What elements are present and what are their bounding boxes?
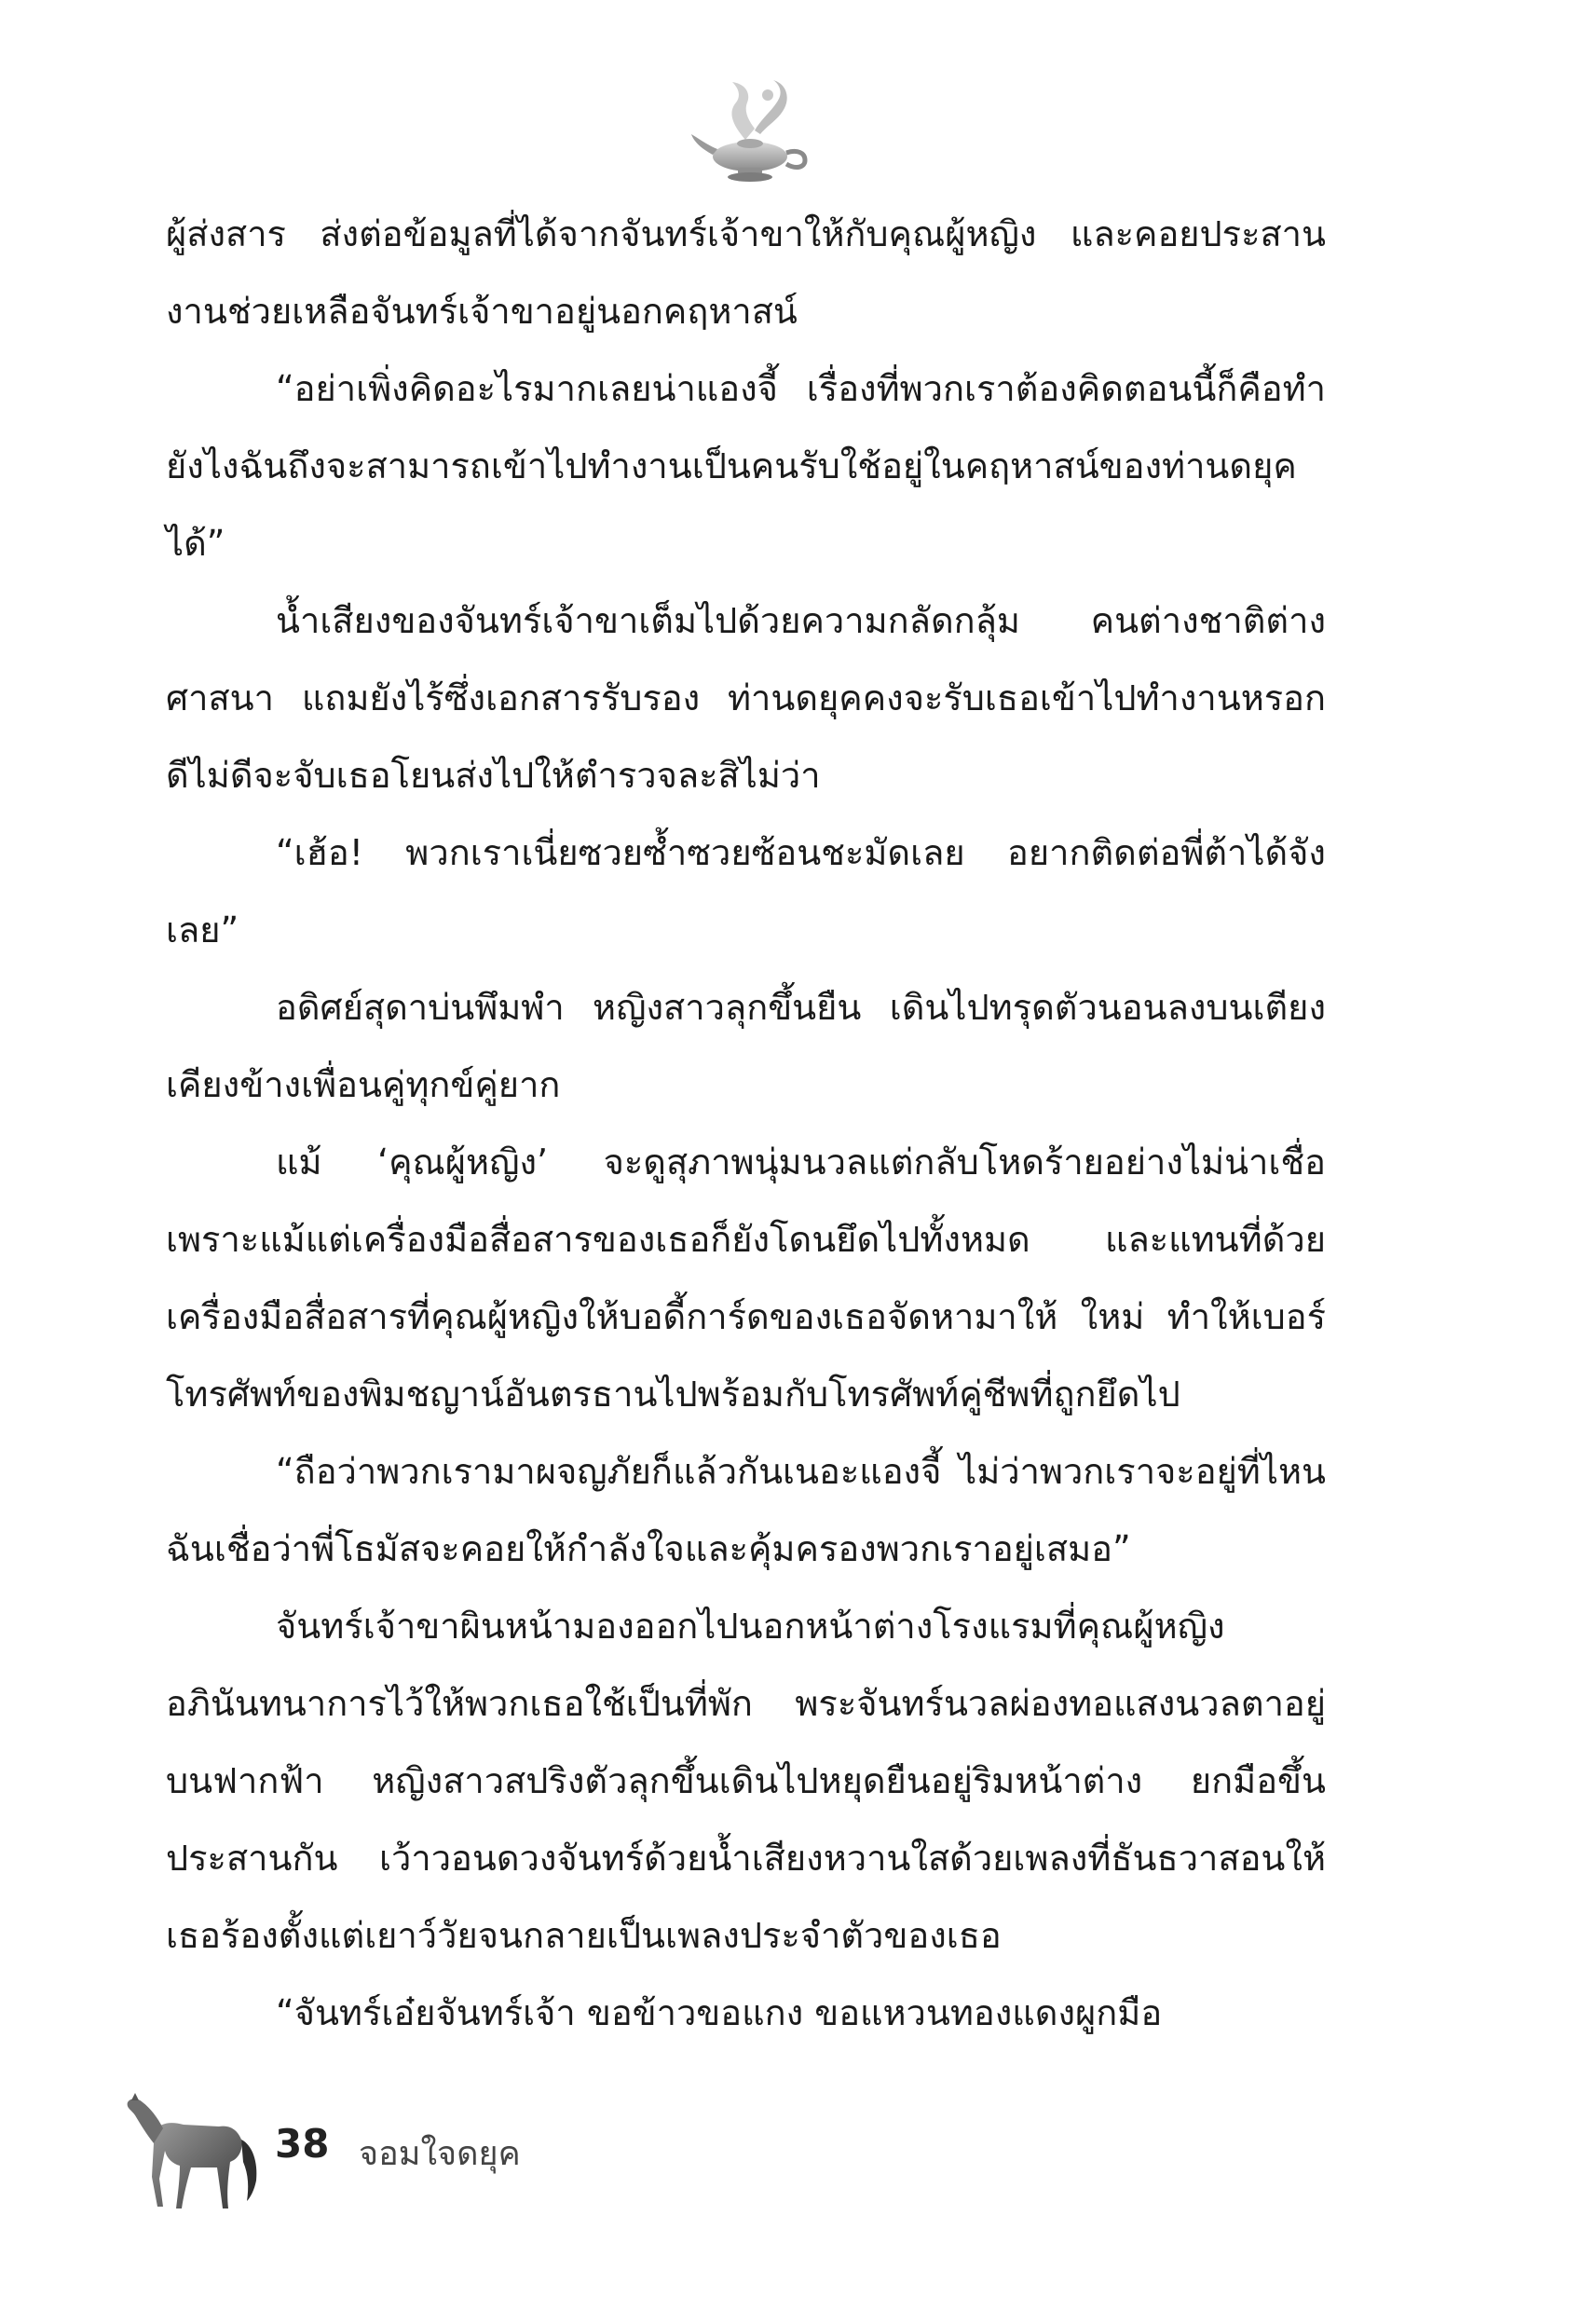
paragraph-2: “อย่าเพิ่งคิดอะไรมากเลยน่าแองจี้ เรื่องที่พวกเราต้องคิดตอนนี้ก็คือทำยังไงฉันถึงจะสามารถเข้าไปทำงานเป็นคนรับใช้อยู่ในคฤหาสน์ของท่านดยุคได้” bbox=[166, 368, 1326, 564]
paragraph-4: “เฮ้อ! พวกเราเนี่ยซวยซ้ำซวยซ้อนชะมัดเลย อยากติดต่อพี่ต้าได้จังเลย” bbox=[166, 832, 1326, 950]
book-title: จอมใจดยุค bbox=[359, 2135, 521, 2173]
page-footer bbox=[126, 2087, 685, 2218]
paragraph-5: อดิศย์สุดาบ่นพึมพำ หญิงสาวลุกขึ้นยืน เดินไปทรุดตัวนอนลงบนเตียงเคียงข้างเพื่อนคู่ทุกข์คู่ยาก bbox=[166, 987, 1326, 1105]
page-number: 38 bbox=[275, 2121, 330, 2167]
paragraph-7: “ถือว่าพวกเรามาผจญภัยก็แล้วกันเนอะแองจี้ ไม่ว่าพวกเราจะอยู่ที่ไหน ฉันเชื่อว่าพี่โธมัสจะคอยให้กำลังใจและคุ้มครองพวกเราอยู่เสมอ” bbox=[166, 1451, 1326, 1569]
paragraph-6: แม้ ‘คุณผู้หญิง’ จะดูสุภาพนุ่มนวลแต่กลับโหดร้ายอย่างไม่น่าเชื่อ เพราะแม้แต่เครื่องมือสื่อสารของเธอก็ยังโดนยึดไปทั้งหมด และแทนที่ด้วยเครื่องมือสื่อสารที่คุณผู้หญิงให้บอดี้การ์ดของเธอจัดหามาให้ ใหม่ ทำให้เบอร์โทรศัพท์ของพิมชญาน์อันตรธานไปพร้อมกับโทรศัพท์คู่ชีพที่ถูกยึดไป bbox=[166, 1142, 1326, 1415]
paragraph-9: “จันทร์เอ๋ยจันทร์เจ้า ขอข้าวขอแกง ขอแหวนทองแดงผูกมือ bbox=[276, 1992, 1163, 2033]
page-body bbox=[166, 196, 1326, 2052]
paragraph-8: จันทร์เจ้าขาผินหน้ามองออกไปนอกหน้าต่างโรงแรมที่คุณผู้หญิงอภินันทนาการไว้ให้พวกเธอใช้เป็นที่พัก พระจันทร์นวลผ่องทอแสงนวลตาอยู่บนฟากฟ้า หญิงสาวสปริงตัวลุกขึ้นเดินไปหยุดยืนอยู่ริมหน้าต่าง ยกมือขึ้นประสานกัน เว้าวอนดวงจันทร์ด้วยน้ำเสียงหวานใสด้วยเพลงที่ธันธวาสอนให้เธอร้องตั้งแต่เยาว์วัยจนกลายเป็นเพลงประจำตัวของเธอ bbox=[166, 1606, 1326, 1956]
genie-lamp-icon bbox=[689, 75, 811, 186]
horse-icon bbox=[126, 2087, 266, 2218]
paragraph-1: ผู้ส่งสาร ส่งต่อข้อมูลที่ได้จากจันทร์เจ้าขาให้กับคุณผู้หญิง และคอยประสานงานช่วยเหลือจันทร์เจ้าขาอยู่นอกคฤหาสน์ bbox=[166, 213, 1326, 332]
paragraph-3: น้ำเสียงของจันทร์เจ้าขาเต็มไปด้วยความกลัดกลุ้ม คนต่างชาติต่างศาสนา แถมยังไร้ซึ่งเอกสารรับรอง ท่านดยุคคงจะรับเธอเข้าไปทำงานหรอก ดีไม่ดีจะจับเธอโยนส่งไปให้ตำรวจละสิไม่ว่า bbox=[166, 600, 1326, 796]
